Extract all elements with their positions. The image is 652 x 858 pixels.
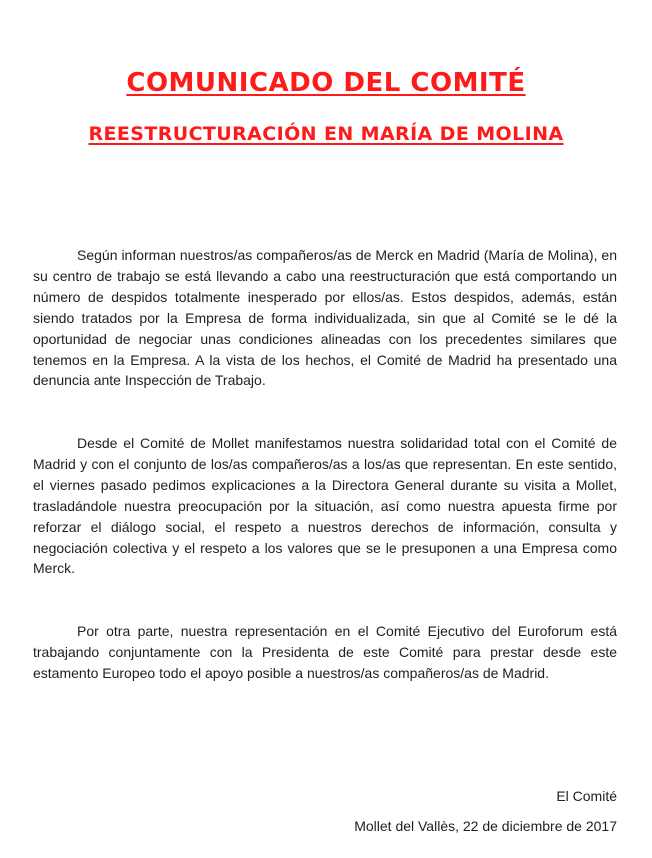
body-paragraph-1: Según informan nuestros/as compañeros/as de Merck en Madrid (María de Molina), en su centro de trabajo se está llevando a cabo una reestructuración que está comportando un número de despidos totalmente inesperado por ellos/as. Estos despidos, además, están siendo tratados por la Empresa de forma individualizada, sin que al Comité se le dé la oportunidad de negociar unas condiciones alineadas con los precedentes similares que tenemos en la Empresa. A la vista de los hechos, el Comité de Madrid ha presentado una denuncia ante Inspección de Trabajo. [33, 247, 617, 389]
body-paragraph-2: Desde el Comité de Mollet manifestamos nuestra solidaridad total con el Comité de Madrid y con el conjunto de los/as compañeros/as a los/as que representan. En este sentido, el viernes pasado pedimos explicaciones a la Directora General durante su visita a Mollet, trasladándole nuestra preocupación por la situación, así como nuestra apuesta firme por reforzar el diálogo social, el respeto a nuestros derechos de información, consulta y negociación colectiva y el respeto a los valores que se le presuponen a una Empresa como Merck. [33, 435, 617, 577]
body-paragraph-3: Por otra parte, nuestra representación en el Comité Ejecutivo del Euroforum está trabajando conjuntamente con la Presidenta de este Comité para prestar desde este estamento Europeo todo el apoyo posible a nuestros/as compañeros/as de Madrid. [33, 623, 617, 681]
signature-signer: El Comité [556, 788, 617, 804]
signature-place-date: Mollet del Vallès, 22 de diciembre de 2017 [354, 818, 617, 834]
page-title: COMUNICADO DEL COMITÉ [126, 68, 526, 98]
page-subtitle: REESTRUCTURACIÓN EN MARÍA DE MOLINA [88, 123, 564, 145]
